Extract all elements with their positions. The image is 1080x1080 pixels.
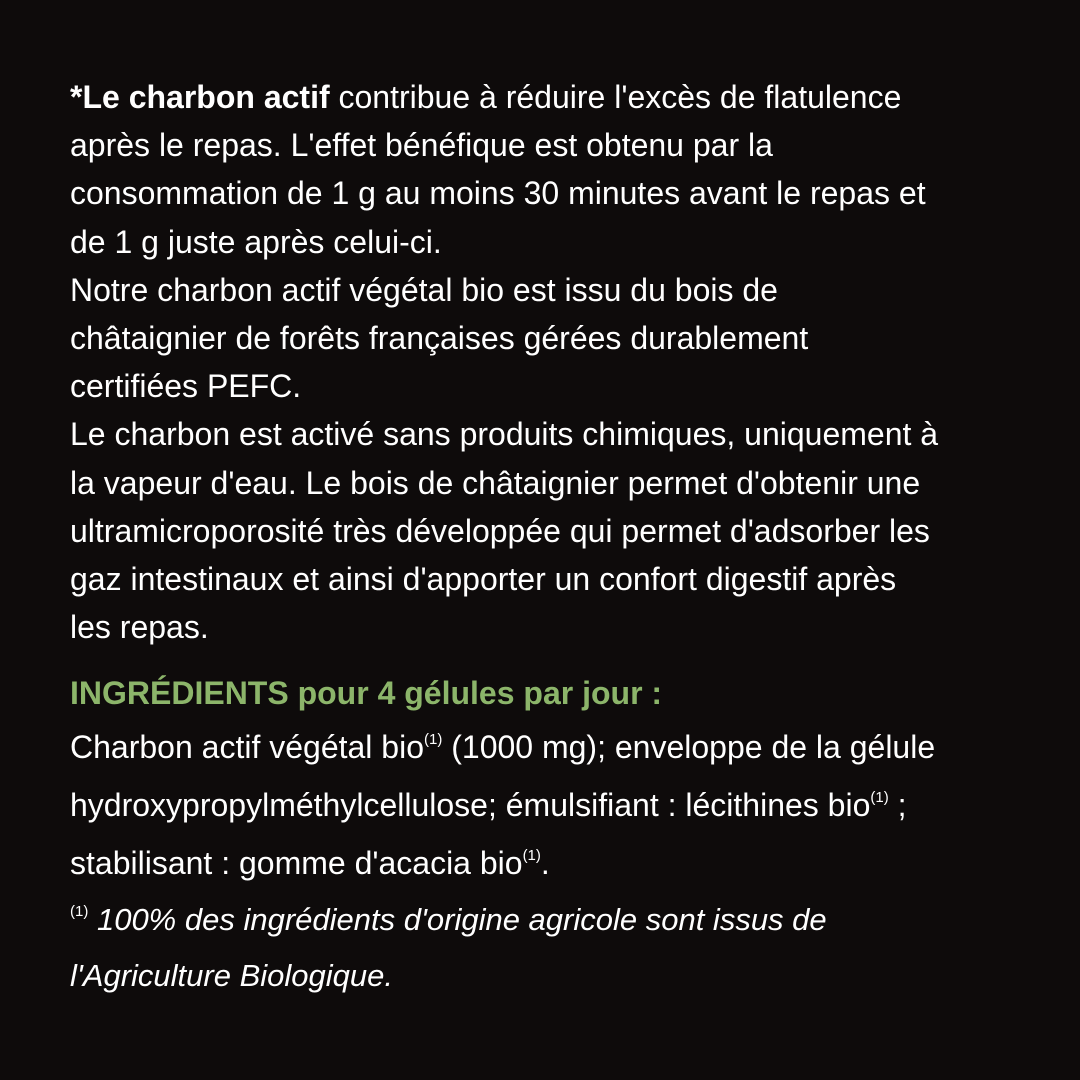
description-line: après le repas. L'effet bénéfique est obtenu par la (70, 127, 773, 164)
description-line: ultramicroporosité très développée qui permet d'adsorber les (70, 512, 930, 549)
ingredients-line: hydroxypropylméthylcellulose; émulsifiant : lécithines bio$^{(1)}$ ; (70, 787, 907, 823)
description-line: consommation de 1 g au moins 30 minutes avant le repas et (70, 175, 926, 212)
charbon-actif-emphasis: *Le charbon actif (70, 79, 330, 115)
description-line: gaz intestinaux et ainsi d'apporter un confort digestif après (70, 561, 897, 598)
description-line: *Le charbon actif contribue à réduire l'excès de flatulence (70, 79, 902, 115)
description-text (70, 73, 938, 651)
description-line: les repas. (70, 609, 209, 646)
description-line: Le charbon est activé sans produits chimiques, uniquement à (70, 416, 939, 453)
description-line: Notre charbon actif végétal bio est issu du bois de (70, 271, 778, 308)
footnote-line: $^{(1)}$ 100% des ingrédients d'origine agricole sont issus de (70, 902, 827, 937)
organic-footnote (70, 892, 827, 1004)
footnote-marker: (1) (870, 789, 889, 806)
footnote-marker: (1) (424, 731, 443, 748)
ingredients-heading: INGRÉDIENTS pour 4 gélules par jour : (70, 675, 663, 711)
ingredients-list (70, 718, 935, 892)
description-line: de 1 g juste après celui-ci. (70, 223, 442, 260)
description-line: la vapeur d'eau. Le bois de châtaignier permet d'obtenir une (70, 464, 921, 501)
footnote-line: l'Agriculture Biologique. (70, 958, 393, 993)
ingredients-line: Charbon actif végétal bio$^{(1)}$ (1000 mg); enveloppe de la gélule (70, 729, 936, 765)
footnote-marker: (1) (70, 903, 89, 920)
description-line: certifiées PEFC. (70, 368, 302, 405)
description-line: châtaignier de forêts françaises gérées durablement (70, 320, 809, 357)
footnote-marker: (1) (522, 847, 541, 864)
ingredients-line: stabilisant : gomme d'acacia bio$^{(1)}$. (70, 845, 550, 881)
